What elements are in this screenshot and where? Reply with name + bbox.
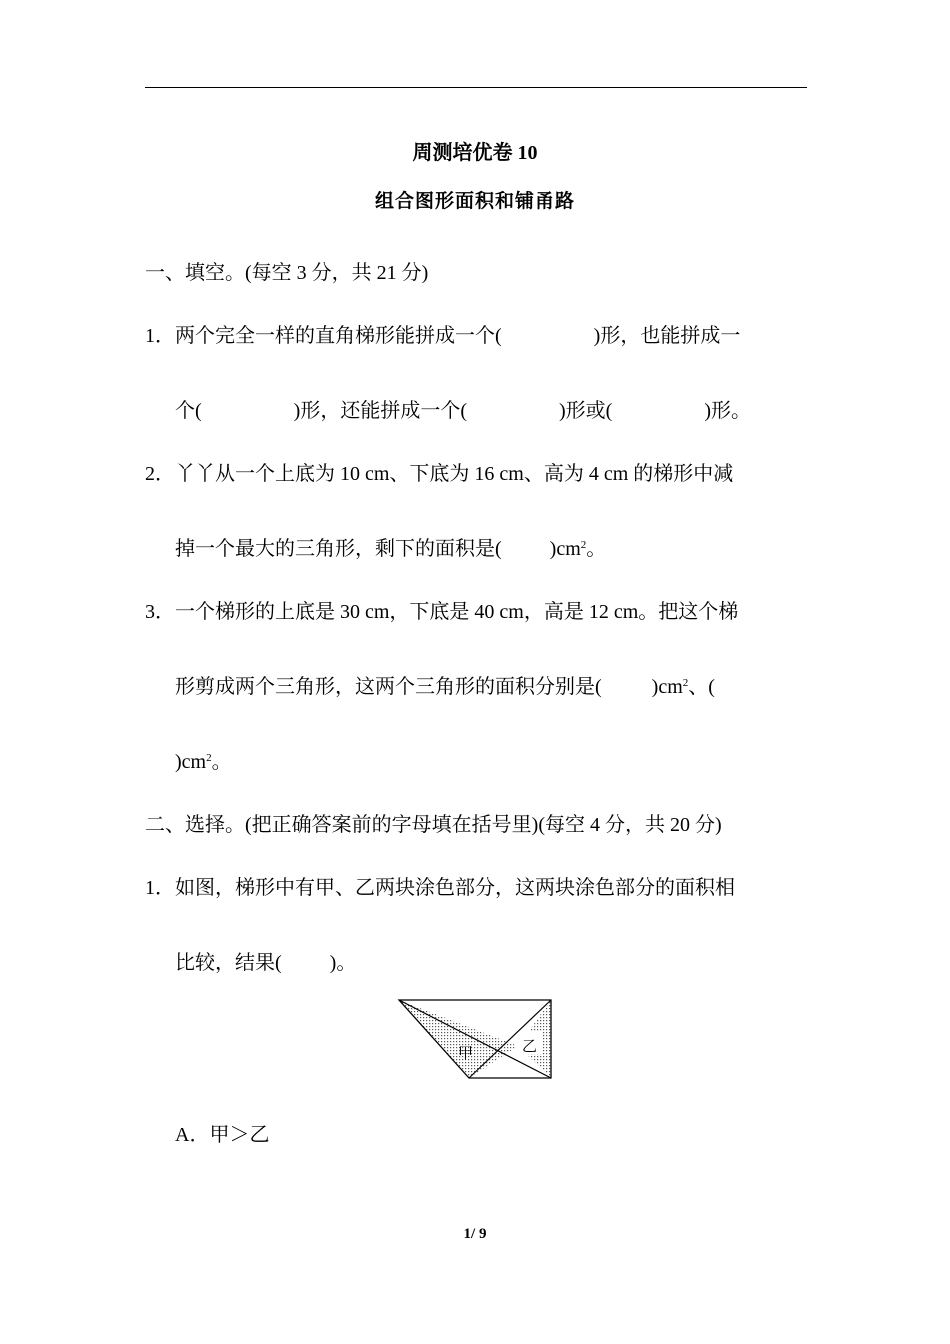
- superscript: 2: [682, 677, 689, 689]
- label-jia: 甲: [458, 1044, 474, 1062]
- s2-q1-line2: [175, 949, 356, 977]
- header-rule: [145, 87, 807, 88]
- s1-q3-text-b: 形剪成两个三角形，这两个三角形的面积分别是(: [175, 676, 602, 698]
- s1-q1-text-b: )形，也能拼成一: [593, 325, 741, 347]
- s1-q1-line1: [145, 322, 807, 350]
- s1-q2-line1: [145, 460, 807, 488]
- s1-q3-line1: [145, 598, 807, 626]
- s1-q1-text-a: 两个完全一样的直角梯形能拼成一个(: [175, 325, 502, 347]
- s2-q1-line1: [145, 874, 807, 902]
- page-number: 1/ 9: [463, 1226, 487, 1242]
- superscript: 2: [206, 752, 212, 764]
- superscript: 2: [580, 539, 587, 551]
- page-title: 周测培优卷 10: [412, 142, 538, 164]
- s1-q1-text-c: 个(: [175, 400, 202, 422]
- s1-q2-text-d: 。: [586, 538, 607, 560]
- s1-q1-text-e: )形或(: [559, 400, 613, 422]
- s1-q1-num: 1．: [145, 325, 175, 347]
- s2-q1-text-b: 比较，结果(: [175, 952, 282, 974]
- s1-q3-num: 3．: [145, 601, 175, 623]
- s1-q2-text-c: )cm: [549, 538, 581, 560]
- s1-q2-line2: [175, 535, 606, 563]
- s1-q2-text-b: 掉一个最大的三角形，剩下的面积是(: [175, 538, 502, 560]
- s1-q3-text-a: 一个梯形的上底是 30 cm，下底是 40 cm，高是 12 cm。把这个梯: [175, 601, 739, 623]
- s2-q1-text-a: 如图，梯形中有甲、乙两块涂色部分，这两块涂色部分的面积相: [175, 877, 735, 899]
- section1-heading: 一、填空。(每空 3 分，共 21 分): [145, 262, 429, 284]
- s1-q2-text-a: 丫丫从一个上底为 10 cm、下底为 16 cm、高为 4 cm 的梯形中减: [175, 463, 734, 485]
- page-subtitle: 组合图形面积和铺甬路: [374, 191, 575, 212]
- s2-q1-text-c: )。: [329, 952, 357, 974]
- s1-q3-line2: [175, 673, 715, 701]
- trapezoid-figure: [396, 996, 556, 1082]
- s1-q3-text-f: 。: [211, 751, 232, 773]
- s1-q3-text-e: )cm: [175, 751, 207, 773]
- s1-q1-text-d: )形，还能拼成一个(: [293, 400, 467, 422]
- label-yi: 乙: [522, 1037, 538, 1055]
- section2-heading: 二、选择。(把正确答案前的字母填在括号里)(每空 4 分，共 20 分): [145, 814, 722, 836]
- option-a[interactable]: A．甲＞乙: [175, 1124, 270, 1146]
- s1-q3-text-d: 、(: [688, 676, 715, 698]
- s2-q1-num: 1．: [145, 877, 175, 899]
- s1-q1-text-f: )形。: [704, 400, 751, 422]
- s1-q3-line3: [175, 748, 232, 776]
- s1-q3-text-c: )cm: [651, 676, 683, 698]
- s1-q1-line2: [175, 397, 751, 425]
- s1-q2-num: 2．: [145, 463, 175, 485]
